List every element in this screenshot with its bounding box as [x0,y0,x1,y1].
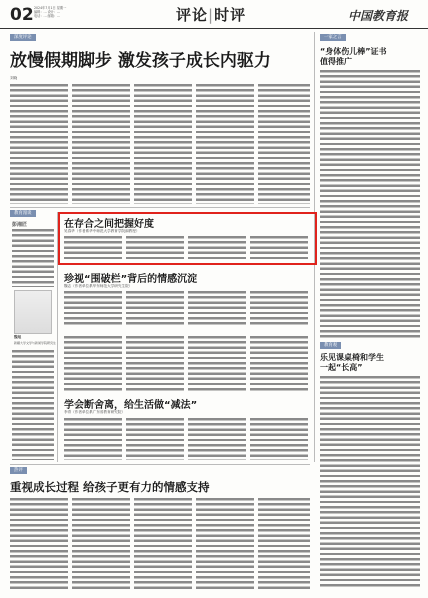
columnist-desc: 新疆大学文学与新闻学院研究生 [14,341,57,345]
bottom-text-col-4 [196,498,254,590]
third-text-col-2 [126,418,184,460]
bottom-text-col-1 [10,498,68,590]
second-text-col-1 [64,291,122,327]
highlight-text-col-2 [126,236,184,262]
second-text-col-2 [126,291,184,327]
masthead-logo: 中国教育报 [348,9,409,23]
tag-sidebar-top: 一家之言 [320,34,346,41]
column-text [12,229,54,287]
bottom-text-col-5 [258,498,310,590]
mid-text-col-4 [250,336,308,392]
section-sub: 时评 [214,6,247,24]
third-byline: 李青（作者单位系广东省教育研究院） [64,410,126,414]
section-rule [10,207,310,208]
lead-text-col-4 [196,84,254,204]
page-number: 02 [10,5,34,25]
bottom-rule [10,464,310,465]
lead-text-col-1 [10,84,68,204]
lead-text-col-2 [72,84,130,204]
sidebar-mid-headline-1: 乐见课桌椅和学生 [320,353,384,362]
third-headline: 学会断舍离，给生活做“减法” [64,400,198,411]
bottom-headline: 重视成长过程 给孩子更有力的情感支持 [10,480,210,494]
third-text-col-4 [250,418,308,460]
second-headline: 珍视“围破栏”背后的情感沉淀 [64,274,198,285]
bottom-text-col-3 [134,498,192,590]
mid-text-col-1 [64,336,122,392]
sidebar-mid-headline-2: 一起“长高” [320,363,363,372]
tag-bottom: 热评 [10,467,27,474]
lead-headline: 放慢假期脚步 激发孩子成长内驱力 [10,51,271,71]
section-divider: | [208,6,215,24]
second-byline: 魏志（作者单位系华东师范大学研究生院） [64,284,133,288]
section-label: 评论 [176,6,209,24]
lead-text-col-3 [134,84,192,204]
lead-text-col-5 [258,84,310,204]
third-text-col-3 [188,418,246,460]
tag-editorial: 教育漫谈 [10,210,36,217]
header-info [34,6,104,19]
mid-text-col-3 [188,336,246,392]
header-info-line: 电话：... 邮箱：... [34,14,61,19]
tag-top-left: 深度评论 [10,34,36,41]
second-text-col-3 [188,291,246,327]
lead-author: 刘晓 [10,76,18,80]
sidebar-mid-text [320,376,420,588]
highlight-text-col-1 [64,236,122,262]
columnist-name: 魏旭 [14,335,22,339]
sidebar-top-text [320,70,420,338]
header-info-line: 编辑：... 设计：... [34,10,61,15]
sidebar-top-headline-1: “身体伤儿棒”证书 [320,47,387,56]
highlight-headline: 在存合之间把握好度 [64,219,154,230]
third-text-col-1 [64,418,122,460]
tag-sidebar-mid: 教育观 [320,342,341,349]
highlight-text-col-4 [250,236,308,262]
section-title [176,4,246,25]
highlight-byline: 吴春华（作者系华中师范大学教育学院副教授） [64,229,140,233]
column-title: 彭湘匠 [12,222,28,228]
header-info-line: 2024年7月1日 星期一 [34,6,67,10]
second-text-col-4 [250,291,308,327]
bottom-text-col-2 [72,498,130,590]
mid-text-col-2 [126,336,184,392]
highlight-text-col-3 [188,236,246,262]
columnist-photo [14,290,52,334]
column-text-2 [12,350,54,460]
sidebar-top-headline-2: 值得推广 [320,57,352,66]
